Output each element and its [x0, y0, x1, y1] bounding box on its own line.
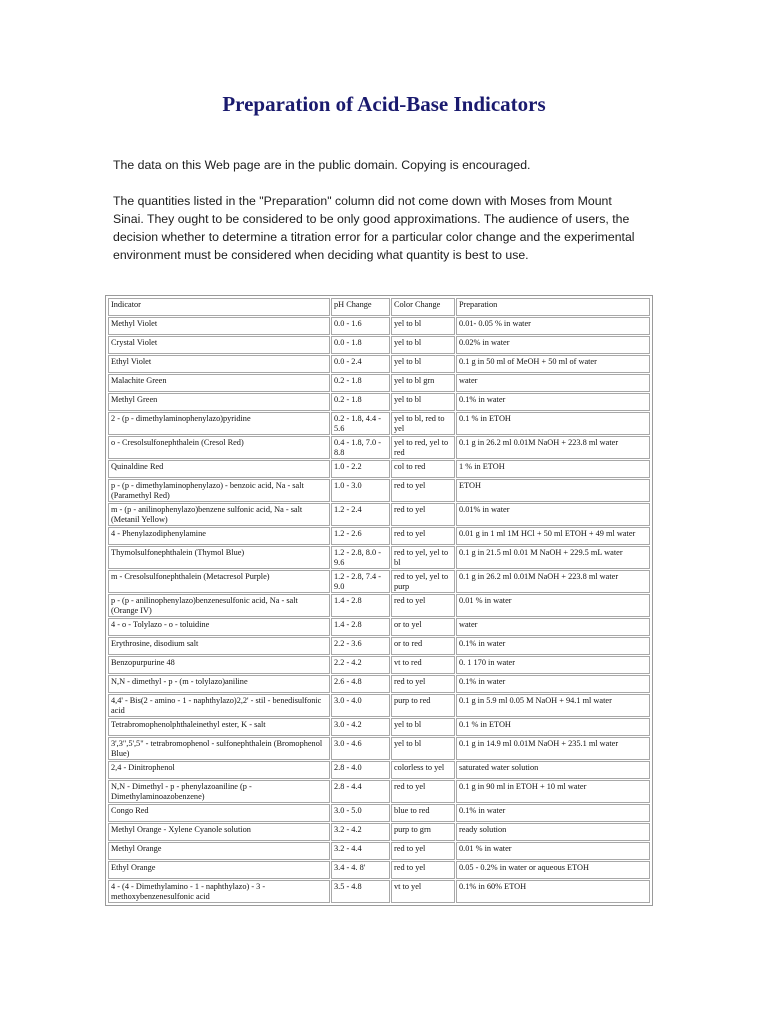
preparation-cell: 0.1 g in 50 ml of MeOH + 50 ml of water [456, 355, 650, 373]
header-ph-change: pH Change [331, 298, 390, 316]
indicator-cell: N,N - Dimethyl - p - phenylazoaniline (p - Dimethylaminoazobenzene) [108, 780, 330, 803]
preparation-cell: 0.1% in 60% ETOH [456, 880, 650, 903]
color-change-cell: red to yel [391, 527, 455, 545]
preparation-cell: 0.1% in water [456, 393, 650, 411]
color-change-cell: vt to red [391, 656, 455, 674]
indicator-cell: Methyl Orange [108, 842, 330, 860]
preparation-cell: 0.01 % in water [456, 594, 650, 617]
ph-change-cell: 1.0 - 2.2 [331, 460, 390, 478]
color-change-cell: yel to bl grn [391, 374, 455, 392]
indicator-cell: 4 - Phenylazodiphenylamine [108, 527, 330, 545]
indicator-cell: p - (p - anilinophenylazo)benzenesulfonic acid, Na - salt (Orange IV) [108, 594, 330, 617]
preparation-cell: ready solution [456, 823, 650, 841]
indicator-cell: 4 - (4 - Dimethylamino - 1 - naphthylazo) - 3 - methoxybenzenesulfonic acid [108, 880, 330, 903]
ph-change-cell: 1.2 - 2.6 [331, 527, 390, 545]
indicator-cell: Malachite Green [108, 374, 330, 392]
page-title: Preparation of Acid-Base Indicators [222, 92, 546, 116]
ph-change-cell: 3.0 - 4.2 [331, 718, 390, 736]
preparation-cell: 0.01 % in water [456, 842, 650, 860]
preparation-cell: ETOH [456, 479, 650, 502]
color-change-cell: red to yel [391, 675, 455, 693]
color-change-cell: yel to bl, red to yel [391, 412, 455, 435]
indicator-cell: Methyl Orange - Xylene Cyanole solution [108, 823, 330, 841]
table-row [108, 737, 650, 760]
preparation-cell: water [456, 374, 650, 392]
ph-change-cell: 2.2 - 3.6 [331, 637, 390, 655]
indicator-cell: 4,4' - Bis(2 - amino - 1 - naphthylazo)2,2' - stil - benedisulfonic acid [108, 694, 330, 717]
header-preparation: Preparation [456, 298, 650, 316]
table-row [108, 503, 650, 526]
preparation-cell: 0.01 g in 1 ml 1M HCl + 50 ml ETOH + 49 ml water [456, 527, 650, 545]
table-row [108, 393, 650, 411]
indicator-cell: Quinaldine Red [108, 460, 330, 478]
quantities-disclaimer: The quantities listed in the "Preparation" column did not come down with Moses from Mount Sinai. They ought to be considered to be only good approximations. The audience of users, the decision whether to determine a titration error for a particular color change and the experimental environment must be considered when deciding what quantity is best to use. [113, 194, 635, 262]
color-change-cell: vt to yel [391, 880, 455, 903]
preparation-cell: 0.02% in water [456, 336, 650, 354]
preparation-cell: saturated water solution [456, 761, 650, 779]
header-indicator: Indicator [108, 298, 330, 316]
preparation-cell: 0.1% in water [456, 675, 650, 693]
indicator-cell: 2,4 - Dinitrophenol [108, 761, 330, 779]
table-row [108, 656, 650, 674]
ph-change-cell: 0.2 - 1.8 [331, 374, 390, 392]
indicator-cell: 4 - o - Tolylazo - o - toluidine [108, 618, 330, 636]
color-change-cell: purp to red [391, 694, 455, 717]
indicator-cell: Methyl Violet [108, 317, 330, 335]
color-change-cell: or to yel [391, 618, 455, 636]
indicator-cell: Congo Red [108, 804, 330, 822]
ph-change-cell: 3.4 - 4. 8' [331, 861, 390, 879]
table-row [108, 436, 650, 459]
ph-change-cell: 2.8 - 4.4 [331, 780, 390, 803]
indicator-cell: Tetrabromophenolphthaleinethyl ester, K - salt [108, 718, 330, 736]
ph-change-cell: 0.2 - 1.8, 4.4 - 5.6 [331, 412, 390, 435]
color-change-cell: blue to red [391, 804, 455, 822]
preparation-cell: 0.1% in water [456, 804, 650, 822]
table-row [108, 842, 650, 860]
color-change-cell: red to yel, yel to bl [391, 546, 455, 569]
ph-change-cell: 3.2 - 4.4 [331, 842, 390, 860]
table-row [108, 618, 650, 636]
indicator-cell: N,N - dimethyl - p - (m - tolylazo)aniline [108, 675, 330, 693]
table-row [108, 546, 650, 569]
indicator-cell: Benzopurpurine 48 [108, 656, 330, 674]
table-row [108, 374, 650, 392]
preparation-cell: 0.01% in water [456, 503, 650, 526]
indicator-cell: Crystal Violet [108, 336, 330, 354]
indicator-cell: o - Cresolsulfonephthalein (Cresol Red) [108, 436, 330, 459]
preparation-cell: 0.1 g in 90 ml in ETOH + 10 ml water [456, 780, 650, 803]
preparation-cell: 0.1 % in ETOH [456, 718, 650, 736]
indicator-cell: Ethyl Orange [108, 861, 330, 879]
table-row [108, 675, 650, 693]
preparation-cell: 0.1 g in 26.2 ml 0.01M NaOH + 223.8 ml water [456, 436, 650, 459]
preparation-cell: 0.1% in water [456, 637, 650, 655]
indicator-cell: m - (p - anilinophenylazo)benzene sulfonic acid, Na - salt (Metanil Yellow) [108, 503, 330, 526]
table-row [108, 460, 650, 478]
table-row [108, 718, 650, 736]
table-row [108, 594, 650, 617]
ph-change-cell: 0.0 - 2.4 [331, 355, 390, 373]
color-change-cell: red to yel [391, 780, 455, 803]
ph-change-cell: 0.2 - 1.8 [331, 393, 390, 411]
ph-change-cell: 0.0 - 1.8 [331, 336, 390, 354]
table-row [108, 880, 650, 903]
ph-change-cell: 1.2 - 2.4 [331, 503, 390, 526]
color-change-cell: yel to bl [391, 718, 455, 736]
ph-change-cell: 0.4 - 1.8, 7.0 - 8.8 [331, 436, 390, 459]
indicator-cell: 2 - (p - dimethylaminophenylazo)pyridine [108, 412, 330, 435]
ph-change-cell: 2.6 - 4.8 [331, 675, 390, 693]
ph-change-cell: 1.4 - 2.8 [331, 594, 390, 617]
indicator-cell: Thymolsulfonephthalein (Thymol Blue) [108, 546, 330, 569]
color-change-cell: red to yel, yel to purp [391, 570, 455, 593]
public-domain-notice: The data on this Web page are in the public domain. Copying is encouraged. [113, 158, 531, 172]
ph-change-cell: 2.2 - 4.2 [331, 656, 390, 674]
color-change-cell: yel to bl [391, 393, 455, 411]
table-row [108, 694, 650, 717]
color-change-cell: red to yel [391, 479, 455, 502]
ph-change-cell: 1.0 - 3.0 [331, 479, 390, 502]
table-row [108, 804, 650, 822]
table-row [108, 761, 650, 779]
header-color-change: Color Change [391, 298, 455, 316]
table-row [108, 637, 650, 655]
table-row [108, 527, 650, 545]
preparation-cell: 0.01- 0.05 % in water [456, 317, 650, 335]
color-change-cell: red to yel [391, 842, 455, 860]
table-body [108, 317, 650, 903]
color-change-cell: yel to red, yel to red [391, 436, 455, 459]
preparation-cell: 0.1 g in 5.9 ml 0.05 M NaOH + 94.1 ml water [456, 694, 650, 717]
ph-change-cell: 1.4 - 2.8 [331, 618, 390, 636]
indicator-table-frame [105, 295, 653, 906]
ph-change-cell: 2.8 - 4.0 [331, 761, 390, 779]
color-change-cell: or to red [391, 637, 455, 655]
table-row [108, 861, 650, 879]
ph-change-cell: 3.0 - 4.0 [331, 694, 390, 717]
table-row [108, 355, 650, 373]
color-change-cell: red to yel [391, 594, 455, 617]
ph-change-cell: 0.0 - 1.6 [331, 317, 390, 335]
table-row [108, 317, 650, 335]
indicator-cell: p - (p - dimethylaminophenylazo) - benzoic acid, Na - salt (Paramethyl Red) [108, 479, 330, 502]
table-header-row [108, 298, 650, 316]
indicator-cell: Erythrosine, disodium salt [108, 637, 330, 655]
color-change-cell: yel to bl [391, 317, 455, 335]
indicator-table [107, 297, 651, 904]
preparation-cell: 0.1 g in 14.9 ml 0.01M NaOH + 235.1 ml water [456, 737, 650, 760]
ph-change-cell: 1.2 - 2.8, 8.0 - 9.6 [331, 546, 390, 569]
preparation-cell: 0.1 g in 26.2 ml 0.01M NaOH + 223.8 ml water [456, 570, 650, 593]
indicator-cell: 3',3",5',5" - tetrabromophenol - sulfonephthalein (Bromophenol Blue) [108, 737, 330, 760]
ph-change-cell: 3.5 - 4.8 [331, 880, 390, 903]
preparation-cell: 1 % in ETOH [456, 460, 650, 478]
color-change-cell: yel to bl [391, 737, 455, 760]
table-row [108, 823, 650, 841]
color-change-cell: yel to bl [391, 336, 455, 354]
indicator-cell: Ethyl Violet [108, 355, 330, 373]
indicator-cell: Methyl Green [108, 393, 330, 411]
preparation-cell: 0. 1 170 in water [456, 656, 650, 674]
color-change-cell: colorless to yel [391, 761, 455, 779]
ph-change-cell: 3.2 - 4.2 [331, 823, 390, 841]
ph-change-cell: 3.0 - 4.6 [331, 737, 390, 760]
color-change-cell: purp to grn [391, 823, 455, 841]
color-change-cell: red to yel [391, 503, 455, 526]
ph-change-cell: 1.2 - 2.8, 7.4 - 9.0 [331, 570, 390, 593]
preparation-cell: 0.1 % in ETOH [456, 412, 650, 435]
preparation-cell: 0.1 g in 21.5 ml 0.01 M NaOH + 229.5 mL water [456, 546, 650, 569]
table-row [108, 780, 650, 803]
preparation-cell: water [456, 618, 650, 636]
table-row [108, 479, 650, 502]
table-row [108, 336, 650, 354]
ph-change-cell: 3.0 - 5.0 [331, 804, 390, 822]
indicator-cell: m - Cresolsulfonephthalein (Metacresol Purple) [108, 570, 330, 593]
color-change-cell: red to yel [391, 861, 455, 879]
table-row [108, 412, 650, 435]
table-row [108, 570, 650, 593]
color-change-cell: yel to bl [391, 355, 455, 373]
preparation-cell: 0.05 - 0.2% in water or aqueous ETOH [456, 861, 650, 879]
color-change-cell: col to red [391, 460, 455, 478]
